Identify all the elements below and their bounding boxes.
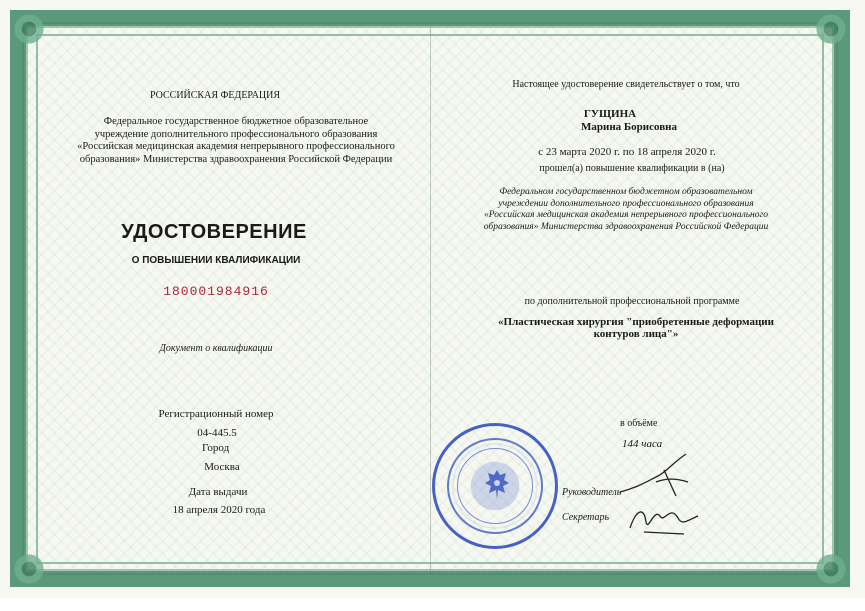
org-line: образования» Министерства здравоохранения Российской Федерации <box>483 221 769 232</box>
registration-number: 04-445.5 <box>197 427 237 439</box>
org-line: учреждении дополнительного профессионального образования <box>498 198 754 209</box>
volume-label: в объёме <box>620 418 658 429</box>
page-fold-line <box>430 26 431 574</box>
program-intro: по дополнительной профессиональной программе <box>524 296 740 307</box>
org-line: «Российская медицинская академия непрерывного профессионального <box>484 210 768 220</box>
org-line: учреждение дополнительного профессионального образования <box>94 128 378 140</box>
certificate-number: 180001984916 <box>163 284 269 299</box>
eagle-emblem-icon <box>482 466 512 504</box>
official-seal-icon <box>432 423 558 549</box>
corner-ornament-icon <box>814 552 848 586</box>
org-line: Федеральном государственном бюджетном образовательном <box>499 187 753 197</box>
secretary-signature-icon <box>624 498 704 538</box>
program-line: контуров лица"» <box>593 328 679 340</box>
document-subtitle: О ПОВЫШЕНИИ КВАЛИФИКАЦИИ <box>131 255 301 266</box>
program-line: «Пластическая хирургия "приобретенные деформации <box>498 316 774 328</box>
program-title <box>498 316 774 340</box>
volume-value: 144 часа <box>622 438 663 450</box>
issue-date-label: Дата выдачи <box>188 486 248 498</box>
training-organization <box>484 187 768 233</box>
issuer-organization <box>77 116 395 166</box>
org-line: Федеральное государственное бюджетное образовательное <box>103 116 369 127</box>
registration-label: Регистрационный номер <box>158 408 274 420</box>
holder-surname: ГУЩИНА <box>583 108 637 120</box>
corner-ornament-icon <box>12 552 46 586</box>
document-type: Документ о квалификации <box>159 343 273 354</box>
secretary-label: Секретарь <box>562 512 610 523</box>
corner-ornament-icon <box>814 12 848 46</box>
training-period: с 23 марта 2020 г. по 18 апреля 2020 г. <box>538 146 716 158</box>
country-name: РОССИЙСКАЯ ФЕДЕРАЦИЯ <box>149 90 281 101</box>
completion-text: прошел(а) повышение квалификации в (на) <box>539 163 725 174</box>
holder-name: Марина Борисовна <box>580 121 678 133</box>
org-line: образования» Министерства здравоохранения Российской Федерации <box>79 153 393 165</box>
head-label: Руководитель <box>562 487 622 498</box>
corner-ornament-icon <box>12 12 46 46</box>
intro-text: Настоящее удостоверение свидетельствует о том, что <box>512 79 740 90</box>
city-label: Город <box>202 442 230 454</box>
document-title: УДОСТОВЕРЕНИЕ <box>121 221 307 243</box>
head-signature-icon <box>616 452 706 502</box>
issue-date: 18 апреля 2020 года <box>172 504 266 516</box>
org-line: «Российская медицинская академия непрерывного профессионального <box>77 141 395 152</box>
city-value: Москва <box>204 461 240 473</box>
